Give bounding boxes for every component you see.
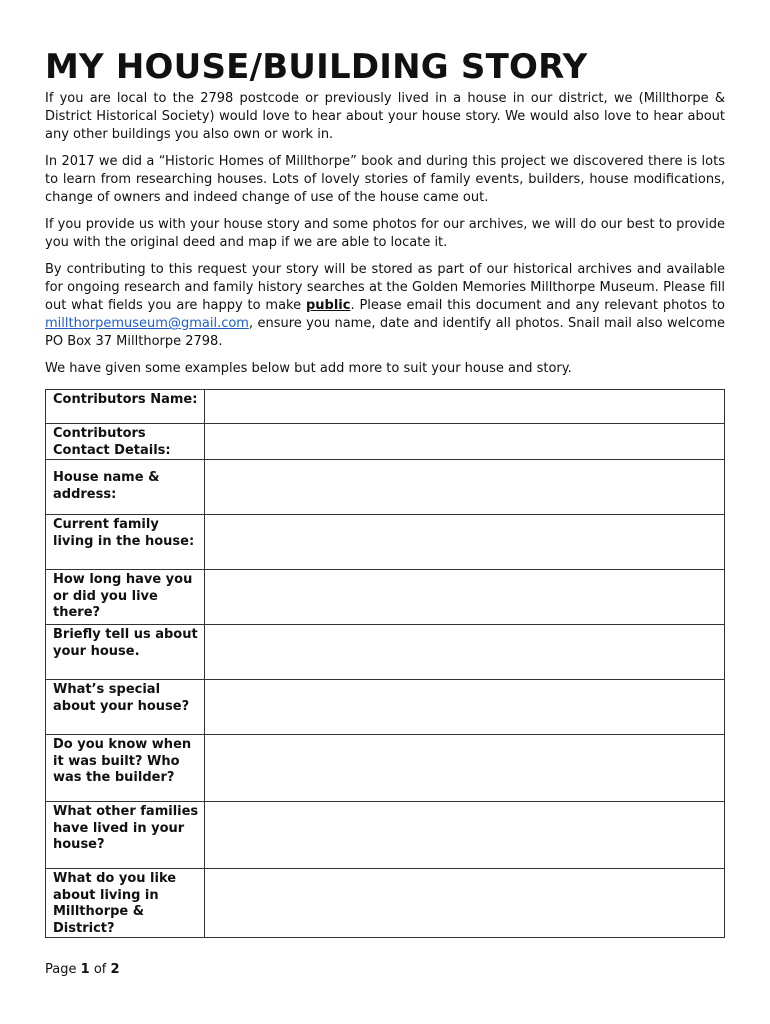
page-title: MY HOUSE/BUILDING STORY: [45, 47, 588, 87]
form-row-label: Briefly tell us about your house.: [46, 625, 205, 680]
form-row-input[interactable]: [205, 390, 725, 424]
form-row-input[interactable]: [205, 515, 725, 570]
contribution-paragraph: [45, 261, 725, 351]
form-row-label: What do you like about living in Millthorpe & District?: [46, 869, 205, 938]
form-row: [46, 424, 725, 460]
form-row-input[interactable]: [205, 802, 725, 869]
form-row-input[interactable]: [205, 680, 725, 735]
form-row-label: House name & address:: [46, 460, 205, 515]
book-paragraph: In 2017 we did a “Historic Homes of Millthorpe” book and during this project we discovered there is lots to learn from researching houses. Lots of lovely stories of family events, builders, house modifications, change of owners and indeed change of use of the house came out.: [45, 154, 725, 205]
form-row-label: Contributors Contact Details:: [46, 424, 205, 460]
house-story-form: [45, 389, 725, 938]
of-word: of: [93, 962, 107, 977]
current-page-number: 1: [80, 962, 90, 977]
form-row-label: Contributors Name:: [46, 390, 205, 424]
form-row-input[interactable]: [205, 735, 725, 802]
form-row: [46, 869, 725, 938]
form-row-input[interactable]: [205, 869, 725, 938]
total-page-count: 2: [110, 962, 120, 977]
contribution-text-b: . Please email this document and any relevant photos to: [350, 298, 725, 313]
email-link[interactable]: millthorpemuseum@gmail.com: [45, 316, 249, 331]
form-row: [46, 625, 725, 680]
form-row-label: Current family living in the house:: [46, 515, 205, 570]
form-row: [46, 390, 725, 424]
form-row-label: What’s special about your house?: [46, 680, 205, 735]
page-word: Page: [45, 962, 77, 977]
form-row: [46, 460, 725, 515]
form-row: [46, 515, 725, 570]
form-row: [46, 802, 725, 869]
archive-offer-paragraph: If you provide us with your house story and some photos for our archives, we will do our best to provide you with the original deed and map if we are able to locate it.: [45, 217, 725, 250]
form-row-label: Do you know when it was built? Who was the builder?: [46, 735, 205, 802]
form-row-input[interactable]: [205, 424, 725, 460]
examples-paragraph: We have given some examples below but add more to suit your house and story.: [45, 361, 572, 376]
form-row-label: How long have you or did you live there?: [46, 570, 205, 625]
contribution-text-a: By contributing to this request your story will be stored as part of our historical archives and available for ongoing research and family history searches at the Golden Memories Millthorpe Museum. Please fill out what fields you are happy to make: [45, 262, 725, 313]
form-row-input[interactable]: [205, 625, 725, 680]
form-row-input[interactable]: [205, 460, 725, 515]
contribution-text-c: , ensure you name, date and identify all photos. Snail mail also welcome PO Box 37 Millthorpe 2798.: [45, 316, 725, 349]
form-row-input[interactable]: [205, 570, 725, 625]
form-row: [46, 570, 725, 625]
document-page: [45, 44, 725, 938]
intro-paragraph: If you are local to the 2798 postcode or previously lived in a house in our district, we (Millthorpe & District Historical Society) would love to hear about your house story. We would also love to hear about any other buildings you also own or work in.: [45, 91, 725, 142]
page-number-footer: [45, 961, 120, 979]
form-row-label: What other families have lived in your house?: [46, 802, 205, 869]
form-row: [46, 680, 725, 735]
form-row: [46, 735, 725, 802]
public-emphasis: public: [305, 298, 351, 313]
